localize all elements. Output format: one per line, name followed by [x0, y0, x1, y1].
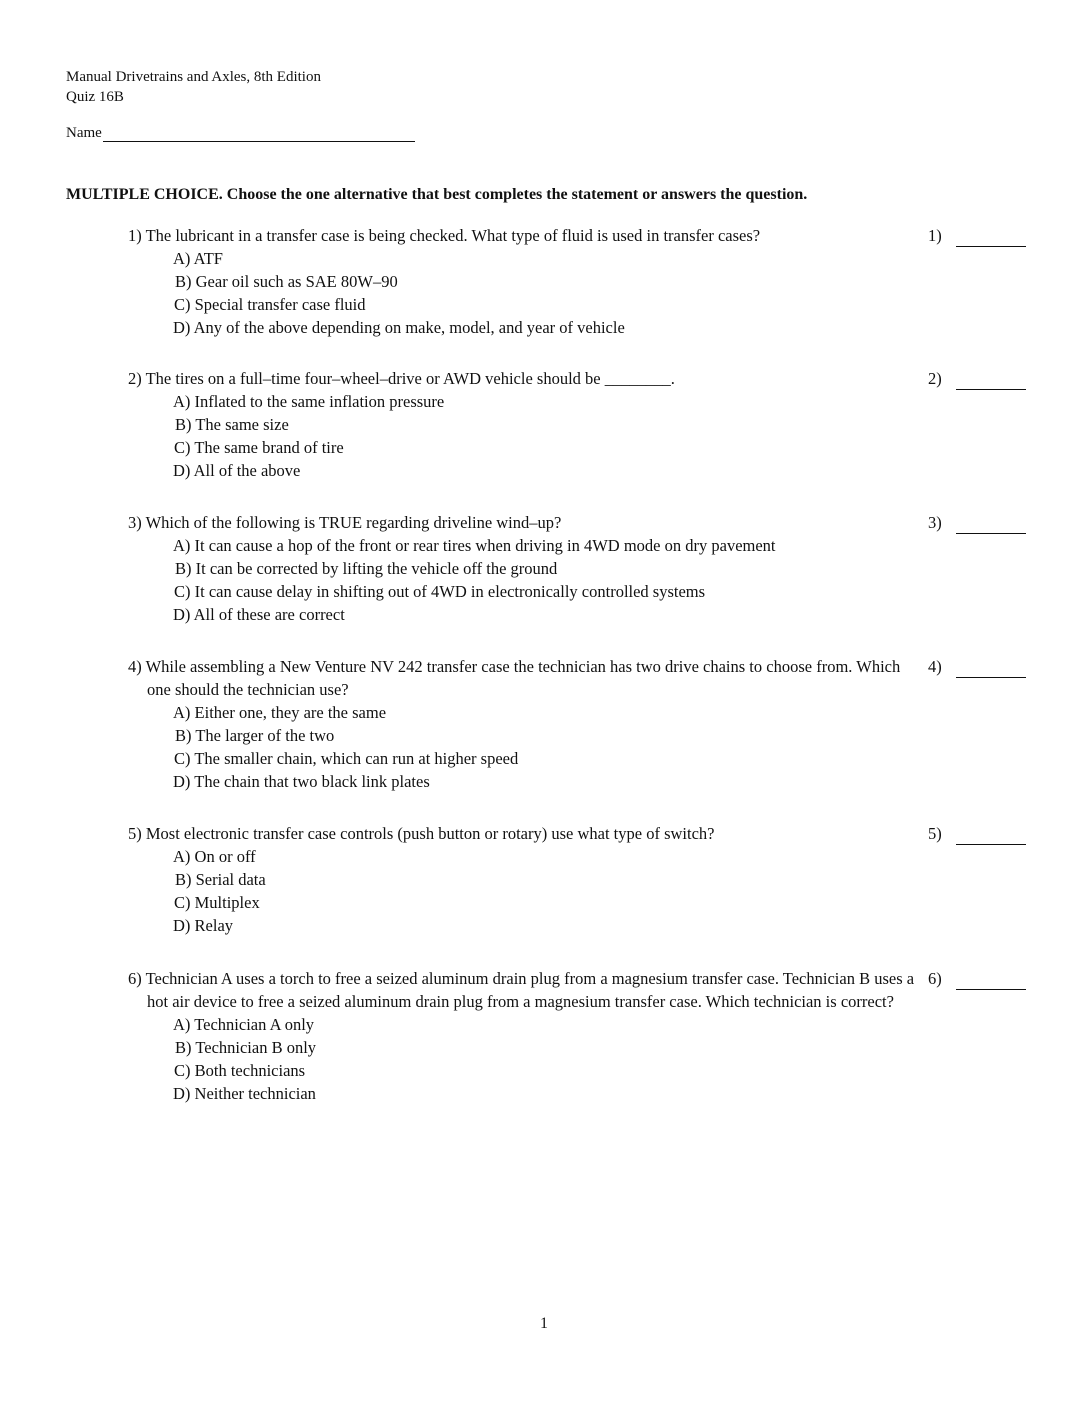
option-a: A) Either one, they are the same [173, 703, 387, 722]
option-d: D) Relay [173, 916, 234, 935]
option-d: D) The chain that two black link plates [173, 772, 430, 791]
question-stem: 1) The lubricant in a transfer case is being checked. What type of fluid is used in transfer cases? [128, 226, 761, 245]
question-2 [128, 367, 1028, 482]
answer-number: 1) [928, 226, 942, 245]
answer-slot [928, 655, 1026, 678]
quiz-title: Quiz 16B [66, 89, 124, 105]
question-stem: 6) Technician A uses a torch to free a seized aluminum drain plug from a magnesium transfer case. Technician B uses a hot air device to free a seized aluminum drain plug from a magnesium transfer case. Which technician is correct? [128, 969, 915, 1011]
answer-blank[interactable] [956, 660, 1026, 678]
answer-slot [928, 367, 1026, 390]
option-c: C) Multiplex [174, 893, 260, 912]
option-a: A) On or off [173, 847, 256, 866]
option-c: C) The same brand of tire [174, 438, 344, 457]
answer-number: 3) [928, 513, 942, 532]
option-d: D) Any of the above depending on make, model, and year of vehicle [173, 318, 625, 337]
page-number: 1 [540, 1315, 548, 1332]
option-d: D) All of the above [173, 461, 301, 480]
answer-slot [928, 224, 1026, 247]
question-1 [128, 224, 1028, 339]
option-a: A) Technician A only [173, 1015, 315, 1034]
answer-number: 6) [928, 969, 942, 988]
option-a: A) ATF [173, 249, 223, 268]
answer-slot [928, 511, 1026, 534]
answer-slot [928, 967, 1026, 990]
question-stem: 2) The tires on a full–time four–wheel–drive or AWD vehicle should be ________. [128, 369, 675, 388]
option-b: B) Technician B only [175, 1038, 317, 1057]
option-c: C) Special transfer case fluid [174, 295, 366, 314]
answer-blank[interactable] [956, 229, 1026, 247]
option-a: A) It can cause a hop of the front or rear tires when driving in 4WD mode on dry pavement [173, 536, 776, 555]
instructions: MULTIPLE CHOICE. Choose the one alternative that best completes the statement or answers the question. [66, 186, 808, 203]
question-stem: 5) Most electronic transfer case controls (push button or rotary) use what type of switch? [128, 824, 715, 843]
question-3 [128, 511, 1028, 626]
option-c: C) Both technicians [174, 1061, 306, 1080]
option-d: D) Neither technician [173, 1084, 316, 1103]
option-b: B) Gear oil such as SAE 80W–90 [175, 272, 398, 291]
answer-blank[interactable] [956, 827, 1026, 845]
answer-slot [928, 822, 1026, 845]
name-label: Name [66, 125, 102, 141]
option-d: D) All of these are correct [173, 605, 345, 624]
answer-blank[interactable] [956, 972, 1026, 990]
name-field[interactable] [103, 124, 415, 142]
option-c: C) The smaller chain, which can run at higher speed [174, 749, 519, 768]
question-5 [128, 822, 1028, 937]
answer-blank[interactable] [956, 372, 1026, 390]
answer-number: 4) [928, 657, 942, 676]
question-stem: 4) While assembling a New Venture NV 242 transfer case the technician has two drive chains to choose from. Which one should the technician use? [128, 657, 901, 699]
option-b: B) The same size [175, 415, 289, 434]
question-stem: 3) Which of the following is TRUE regarding driveline wind–up? [128, 513, 562, 532]
question-6 [128, 967, 1028, 1105]
option-c: C) It can cause delay in shifting out of 4WD in electronically controlled systems [174, 582, 706, 601]
name-row [66, 124, 415, 142]
course-title: Manual Drivetrains and Axles, 8th Edition [66, 69, 321, 85]
option-b: B) The larger of the two [175, 726, 335, 745]
option-b: B) Serial data [175, 870, 266, 889]
option-b: B) It can be corrected by lifting the vehicle off the ground [175, 559, 558, 578]
answer-number: 2) [928, 369, 942, 388]
question-4 [128, 655, 1028, 793]
answer-number: 5) [928, 824, 942, 843]
option-a: A) Inflated to the same inflation pressure [173, 392, 445, 411]
answer-blank[interactable] [956, 516, 1026, 534]
